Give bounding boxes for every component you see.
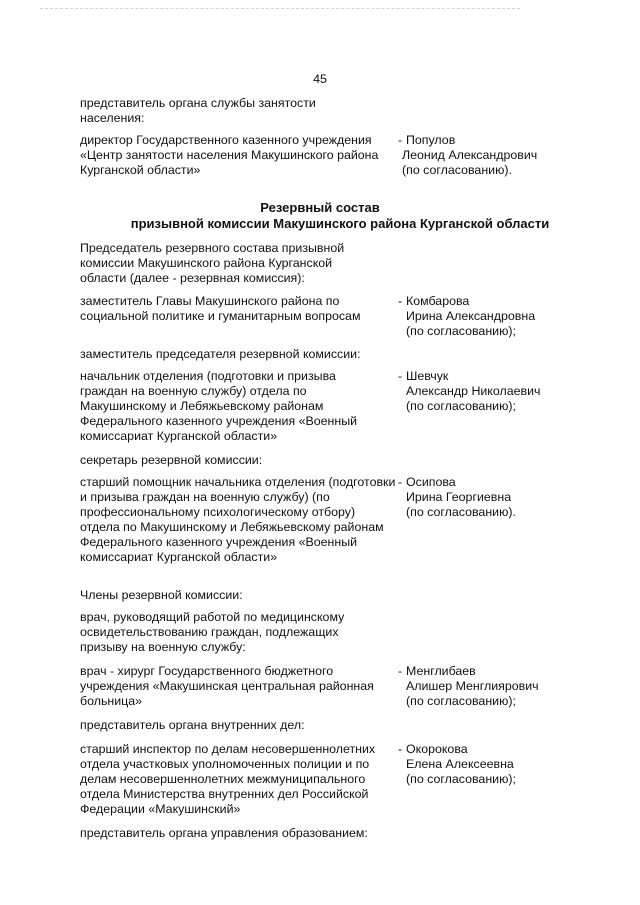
deputy-label: заместитель председателя резервной комиссии:: [80, 347, 361, 361]
member-surname: Менглибаев: [406, 664, 476, 678]
member-note: (по согласованию);: [406, 399, 516, 413]
member-doctor: - Менглибаев Алишер Менглиярович (по согласованию);: [398, 664, 598, 709]
education-label: представитель органа управления образованием:: [80, 826, 368, 840]
member-note: (по согласованию);: [406, 772, 516, 786]
member-employment: - Популов Леонид Александрович (по согласованию).: [398, 133, 598, 178]
member-police: - Окорокова Елена Алексеевна (по согласованию);: [398, 742, 598, 787]
section-heading: [80, 200, 560, 232]
member-name: Александр Николаевич: [406, 384, 541, 398]
member-name: Елена Алексеевна: [406, 757, 514, 771]
member-name: Ирина Георгиевна: [406, 490, 512, 504]
member-position-secretary: старший помощник начальника отделения (подготовки и призыва граждан на военную службу) (по профессиональному психологическому отбору) отдела по Макушинскому и Лебяжьевскому районам Федерального казенного учреждения «Военный комиссариат Курганской области»: [80, 475, 396, 564]
member-surname: Популов: [406, 133, 456, 147]
member-note: (по согласованию).: [402, 163, 512, 177]
heading-line-1: Резервный состав: [260, 200, 380, 215]
member-surname: Осипова: [406, 475, 456, 489]
page-number: 45: [313, 72, 327, 86]
member-note: (по согласованию);: [406, 694, 516, 708]
member-chair: - Комбарова Ирина Александровна (по согласованию);: [398, 294, 598, 339]
member-name: Алишер Менглиярович: [406, 679, 539, 693]
member-note: (по согласованию);: [406, 324, 516, 338]
chair-label: Председатель резервного состава призывной комиссии Макушинского района Курганской области (далее - резервная комиссия):: [80, 241, 345, 285]
employment-service-label: представитель органа службы занятости населения:: [80, 96, 316, 125]
member-note: (по согласованию).: [406, 505, 516, 519]
scan-artifact-line: [40, 8, 520, 10]
member-position-employment: директор Государственного казенного учреждения «Центр занятости населения Макушинского района Курганской области»: [80, 133, 379, 177]
members-label: Члены резервной комиссии:: [80, 588, 243, 602]
member-position-deputy: начальник отделения (подготовки и призыва граждан на военную службу) отдела по Макушинскому и Лебяжьевскому районам Федерального казенного учреждения «Военный комиссариат Курганской области»: [80, 369, 358, 443]
member-surname: Шевчук: [406, 369, 449, 383]
secretary-label: секретарь резервной комиссии:: [80, 453, 263, 467]
member-name: Ирина Александровна: [406, 309, 536, 323]
member-name: Леонид Александрович: [402, 148, 538, 162]
member-secretary: - Осипова Ирина Георгиевна (по согласованию).: [398, 475, 598, 520]
heading-line-2: призывной комиссии Макушинского района Курганской области: [130, 216, 550, 231]
member-surname: Комбарова: [406, 294, 470, 308]
member-surname: Окорокова: [406, 742, 468, 756]
doctor-label: врач, руководящий работой по медицинскому освидетельствованию граждан, подлежащих призыву на военную службу:: [80, 610, 345, 654]
member-position-chair: заместитель Главы Макушинского района по социальной политике и гуманитарным вопросам: [80, 294, 361, 323]
member-position-doctor: врач - хирург Государственного бюджетного учреждения «Макушинская центральная районная больница»: [80, 664, 374, 708]
member-position-police: старший инспектор по делам несовершеннолетних отдела участковых уполномоченных полиции и по делам несовершеннолетних межмуниципального отдела Министерства внутренних дел Российской Федерации «Макушинский»: [80, 742, 376, 816]
police-label: представитель органа внутренних дел:: [80, 718, 305, 732]
member-deputy: - Шевчук Александр Николаевич (по согласованию);: [398, 369, 598, 414]
